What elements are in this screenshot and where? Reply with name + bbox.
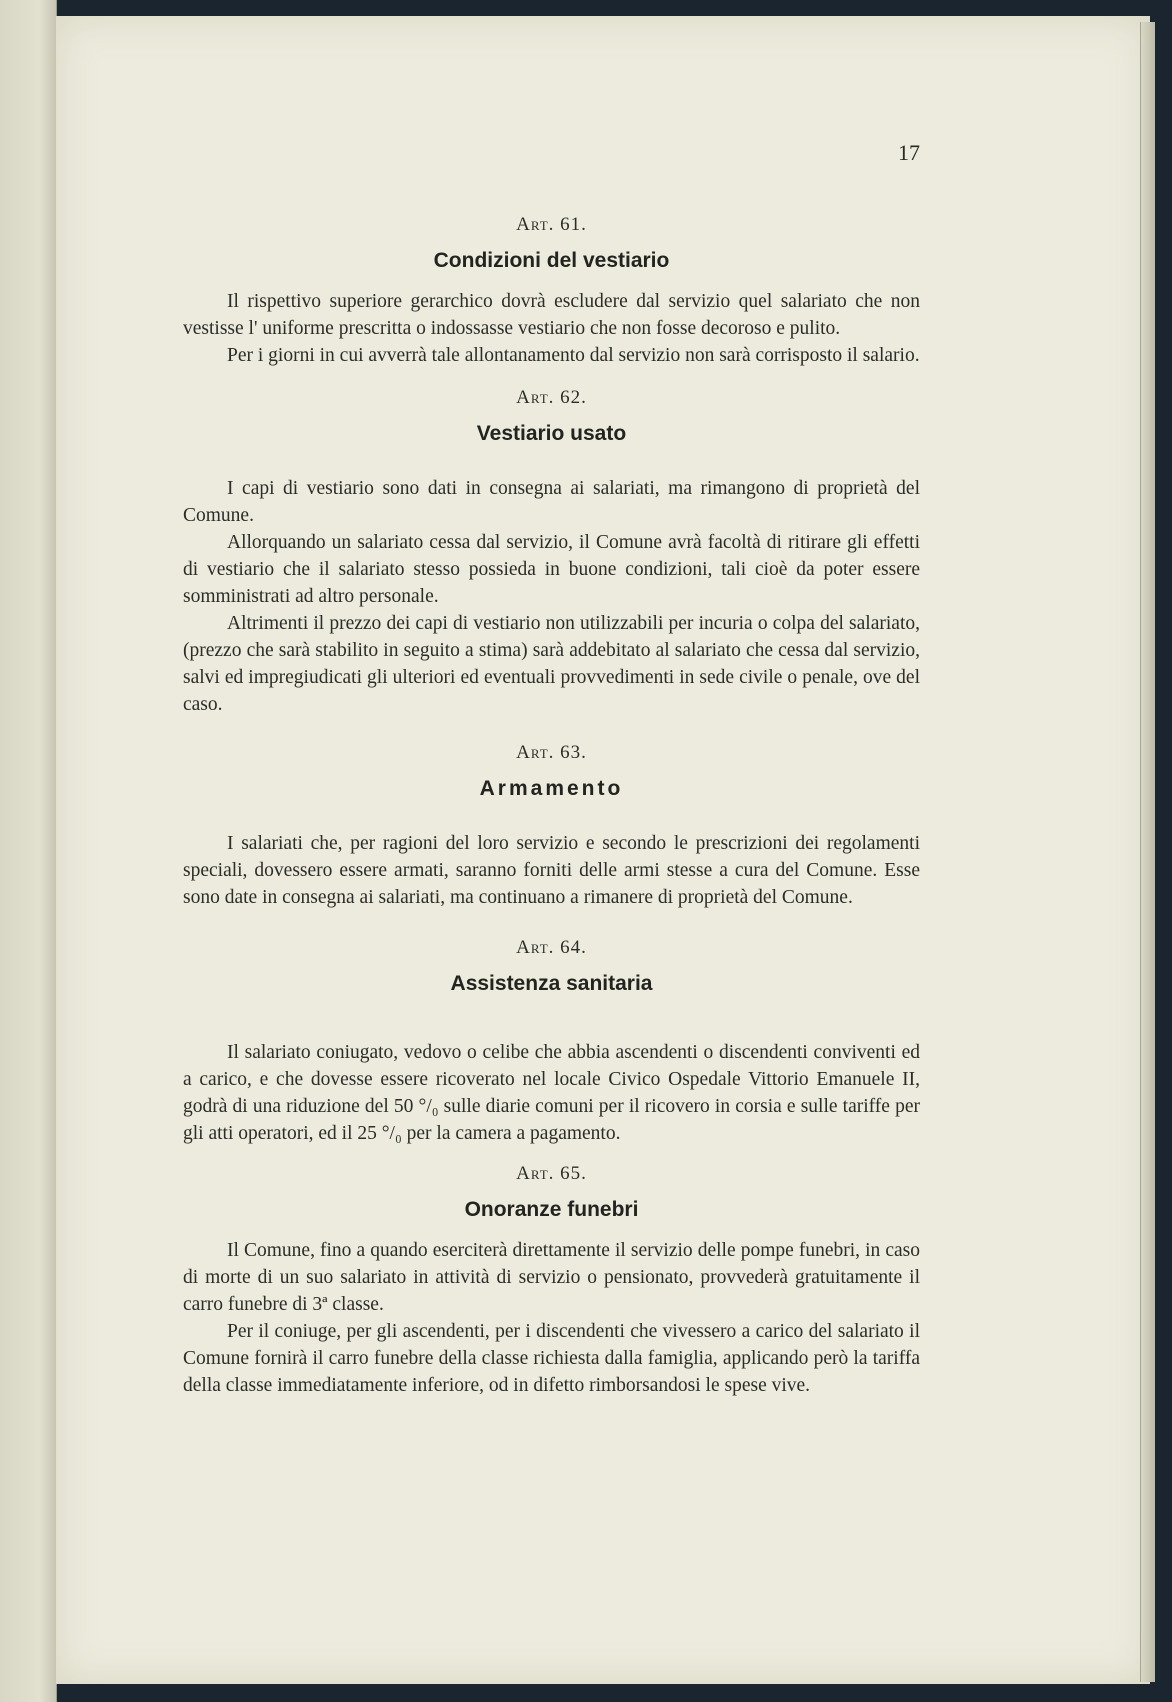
article-label: Art. 63. <box>516 742 587 763</box>
article-65 <box>183 1161 920 1399</box>
article-paragraph: Per i giorni in cui avverrà tale allontanamento dal servizio non sarà corrisposto il salario. <box>227 345 920 366</box>
article-title: Onoranze funebri <box>464 1198 639 1221</box>
page-stack-edge <box>1140 22 1155 1682</box>
article-63 <box>183 740 920 911</box>
article-title: Vestiario usato <box>476 422 627 445</box>
page-content <box>183 212 920 1399</box>
article-61 <box>183 212 920 369</box>
page-number: 17 <box>898 140 920 165</box>
article-label: Art. 62. <box>516 387 587 408</box>
article-label: Art. 61. <box>516 214 587 235</box>
article-paragraph: Il Comune, fino a quando eserciterà direttamente il servizio delle pompe funebri, in caso di morte di un suo salariato in attività di servizio o pensionato, provvederà gratuitamente il carro funebre di 3ª classe. <box>183 1240 920 1315</box>
article-paragraph: Altrimenti il prezzo dei capi di vestiario non utilizzabili per incuria o colpa del salariato, (prezzo che sarà stabilito in seguito a stima) sarà addebitato al salariato che cessa dal servizio, salvi ed impregiudicati gli ulteriori ed eventuali provvedimenti in sede civile o penale, ove del caso. <box>183 613 920 715</box>
article-paragraph: I salariati che, per ragioni del loro servizio e secondo le prescrizioni dei regolamenti speciali, dovessero essere armati, saranno forniti delle armi stesse a cura del Comune. Esse sono date in consegna ai salariati, ma continuano a rimanere di proprietà del Comune. <box>183 833 920 908</box>
article-label: Art. 64. <box>516 937 587 958</box>
facing-page-edge <box>0 0 57 1702</box>
article-title: Condizioni del vestiario <box>433 249 670 272</box>
article-title: Armamento <box>479 777 624 800</box>
article-paragraph: I capi di vestiario sono dati in consegna ai salariati, ma rimangono di proprietà del Comune. <box>183 478 920 526</box>
article-62 <box>183 385 920 718</box>
article-title: Assistenza sanitaria <box>450 972 653 995</box>
article-paragraph: Allorquando un salariato cessa dal servizio, il Comune avrà facoltà di ritirare gli effetti di vestiario che il salariato stesso possieda in buone condizioni, tali cioè da poter essere somministrati ad altro personale. <box>183 532 920 607</box>
article-paragraph: Il rispettivo superiore gerarchico dovrà escludere dal servizio quel salariato che non vestisse l' uniforme prescritta o indossasse vestiario che non fosse decoroso e pulito. <box>183 291 920 339</box>
article-paragraph: Per il coniuge, per gli ascendenti, per i discendenti che vivessero a carico del salariato il Comune fornirà il carro funebre della classe richiesta dalla famiglia, applicando però la tariffa della classe immediatamente inferiore, od in difetto rimborsandosi le spese vive. <box>183 1321 920 1396</box>
article-64 <box>183 935 920 1147</box>
article-label: Art. 65. <box>516 1163 587 1184</box>
article-paragraph: Il salariato coniugato, vedovo o celibe che abbia ascendenti o discendenti conviventi ed a carico, e che dovesse essere ricoverato nel locale Civico Ospedale Vittorio Emanuele II, godrà di una riduzione del 50 °/₀ sulle diarie comuni per il ricovero in corsia e sulle tariffe per gli atti operatori, ed il 25 °/₀ per la camera a pagamento. <box>183 1042 920 1144</box>
